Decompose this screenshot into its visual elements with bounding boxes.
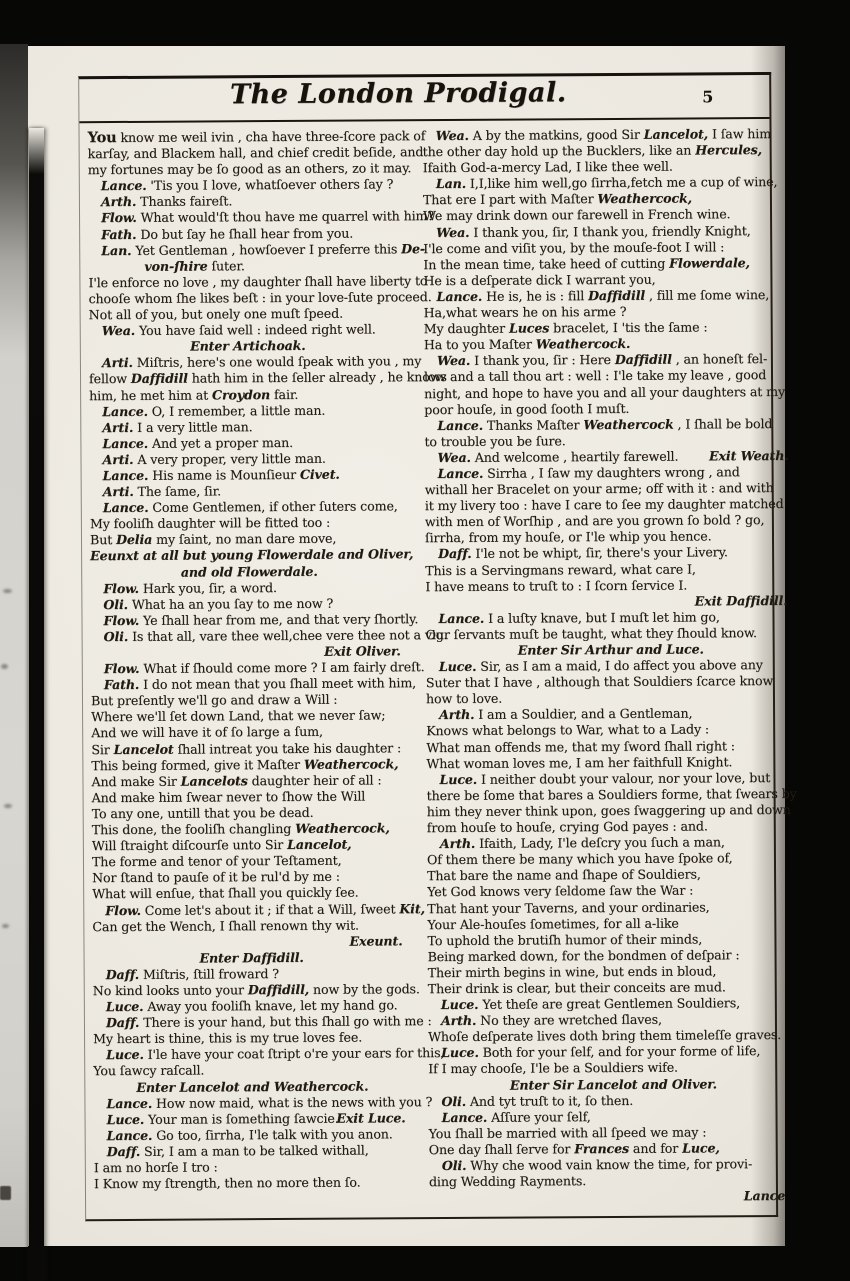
exit-direction: Exeunt. — [349, 932, 403, 949]
play-text-line: Daff. Sir, I am a man to be talked withall, — [106, 1142, 369, 1159]
play-text-line: Lance. And yet a proper man. — [102, 434, 294, 451]
play-text-line: Not all of you, but onely one muſt ſpeed. — [88, 305, 344, 323]
play-text-line: Luce. Yet theſe are great Gentlemen Souldiers, — [440, 995, 741, 1013]
stage-direction: Enter Sir Arthur and Luce. — [517, 641, 704, 658]
stage-direction: Enter Sir Lancelot and Oliver. — [509, 1075, 717, 1093]
facing-page-edge — [0, 44, 28, 1247]
play-text-line: Oli. What ha an you ſay to me now ? — [103, 595, 334, 612]
play-text-line: My heart is thine, this is my true loves fee. — [93, 1029, 363, 1047]
play-text-line: Ha,what wears he on his arme ? — [423, 303, 627, 321]
play-text-line: That ere I part with Maſter Weathercock, — [422, 190, 692, 208]
play-text-line: Fath. I do not mean that you ſhall meet with him, — [103, 675, 417, 693]
play-text-line: And make Sir Lancelots daughter heir of all : — [91, 772, 382, 789]
play-text-line: This is a Servingmans reward, what care I, — [425, 561, 696, 578]
page-sheet — [28, 44, 797, 1249]
exit-direction: Exit Luce. — [336, 1109, 406, 1126]
catchword: Lance — [743, 1188, 786, 1204]
play-text-line: No kind looks unto your Daffidill, now by the gods. — [92, 981, 420, 999]
play-text-line: I'le come and viſit you, by the mouſe-foot I will : — [423, 238, 725, 256]
play-text-line: Oli. Is that all, vare thee well,chee vere thee not a vig. — [103, 626, 448, 644]
play-text-line: Wea. A by the matkins, good Sir Lancelot, I ſaw him — [435, 126, 772, 144]
play-text-line: with men of Worſhip , and are you grown ſo bold ? go, — [424, 512, 765, 530]
exit-direction: Exit Weath. — [708, 447, 789, 464]
play-text-line: And make him ſwear never to ſhow the Will — [91, 788, 366, 806]
edge-smudge — [0, 1186, 11, 1200]
play-text-line: Daff. There is your hand, but this ſhall go with me : — [105, 1013, 432, 1031]
play-text-line: Arth. No they are wretched ſlaves, — [440, 1011, 662, 1029]
play-text-line: Arti. Miſtris, here's one would ſpeak with you , my — [101, 353, 422, 371]
play-text-line: Daff. I'le not be whipt, ſir, there's your Livery. — [438, 544, 728, 562]
play-text-line: Wea. And welcome , heartily farewell. Exit Weath. — [437, 447, 789, 465]
play-text-line: To any one, untill that you be dead. — [91, 804, 314, 822]
play-text-line: And we will have it of ſo large a ſum, — [91, 724, 323, 741]
play-text-line: Their mirth begins in wine, but ends in bloud, — [427, 963, 717, 980]
play-text-line: Of them there be many which you have ſpoke of, — [426, 850, 733, 868]
play-text-line: Wea. I thank you, ſir : Here Daffidill , an honeſt fel- — [436, 351, 768, 369]
stage-direction: Enter Artichoak. — [190, 338, 306, 354]
play-text-line: Flow. Hark you, ſir, a word. — [103, 579, 277, 596]
stage-direction: Eeunxt at all but young Flowerdale and Oliver, — [90, 546, 414, 564]
play-text-line: What will enſue, that ſhall you quickly ſee. — [92, 884, 359, 902]
left-column — [79, 121, 448, 1219]
play-text-line: the other day hold up the Bucklers, like an Hercules, — [422, 142, 762, 160]
text-frame — [78, 72, 797, 1221]
play-text-line: fellow Daffidill hath him in the ſeller already , he knows — [88, 369, 447, 387]
play-text-line: Lance. Come Gentlemen, if other ſuters come, — [102, 498, 398, 516]
play-text-line: Ifaith God-a-mercy Lad, I like thee well. — [422, 158, 673, 176]
play-text-line: Where we'll ſet down Land, that we never ſaw; — [91, 707, 386, 725]
play-text-line: Flow. What if ſhould come more ? I am fairly dreſt. — [103, 659, 425, 677]
page-title: The London Prodigal. — [229, 77, 567, 111]
play-text-line: Lance. Go too, ſirrha, I'le talk with you anon. — [106, 1126, 393, 1143]
play-text-line: That hant your Taverns, and your ordinaries, — [427, 898, 710, 916]
play-text-line: Yet God knows very ſeldome ſaw the War : — [427, 882, 694, 900]
play-text-line: withall her Bracelet on your arme; off with it : and with — [424, 480, 774, 498]
play-text-line: Lance. 'Tis you I love, whatſoever others ſay ? — [100, 176, 394, 194]
play-text-line: Arti. I a very little man. — [102, 418, 253, 435]
play-text-line: Lance. Sirrha , I ſaw my daughters wrong , and — [437, 464, 740, 482]
play-text-line: In the mean time, take heed of cutting Flowerdale, — [423, 254, 750, 272]
text-columns — [79, 119, 797, 1219]
edge-smudge — [1, 664, 8, 669]
play-text-line: This done, the fooliſh changling Weathercock, — [91, 820, 390, 838]
play-text-line: Arti. The ſame, ſir. — [102, 483, 222, 500]
play-text-line: Lance. I a luſty knave, but I muſt let him go, — [438, 609, 720, 626]
play-text-line: What woman loves me, I am her faithfull Knight. — [426, 753, 733, 771]
play-text-line: You ſawcy raſcall. — [93, 1062, 205, 1079]
play-text-line: chooſe whom ſhe likes beſt : in your love-ſute proceed. — [88, 289, 432, 307]
edge-smudge — [2, 924, 9, 928]
play-text-line: Oli. And tyt truſt to it, ſo then. — [441, 1092, 634, 1109]
play-text-line: Fath. Do but ſay he ſhall hear from you. — [101, 225, 354, 242]
play-text-line: karſay, and Blackem hall, and chief credit beſide, and — [87, 144, 424, 162]
play-text-line: You know me weil ivin , cha have three-ſcore pack of — [87, 128, 426, 147]
play-text-line: Luce. I neither doubt your valour, nor your love, but — [439, 769, 771, 787]
play-text-line: Their drink is clear, but their conceits are mud. — [427, 979, 726, 997]
play-text-line: low and a tall thou art : well : I'le take my leave , good — [423, 367, 767, 385]
play-text-line: Sir Lancelot ſhall intreat you take his daughter : — [91, 739, 402, 757]
play-text-line: Ha to you Maſter Weathercock. — [423, 336, 631, 353]
play-text-line: One day ſhall ſerve for Frances and for Luce, — [428, 1140, 720, 1158]
play-text-line: Knows what belongs to War, what to a Lady : — [426, 721, 710, 739]
play-text-line: Being marked down, for the bondmen of deſpair : — [427, 946, 740, 964]
page-number: 5 — [702, 87, 714, 107]
play-text-line: my fortunes may be ſo good as an others, zo it may. — [87, 160, 412, 178]
play-text-line: I Know my ſtrength, then no more then ſo. — [93, 1174, 361, 1192]
play-text-line: Arth. I am a Souldier, and a Gentleman, — [439, 705, 693, 723]
gutter-shadow — [29, 128, 44, 1281]
play-text-line: Lan. I,I,like him well,go ſirrha,fetch me a cup of wine, — [435, 174, 778, 192]
play-text-line: Suter that I have , although that Souldiers ſcarce know — [425, 673, 774, 691]
play-text-line: there be ſome that bares a Souldiers forme, that ſwears by — [426, 785, 797, 803]
play-text-line: Lan. Yet Gentleman , howſoever I preferre this De- — [101, 240, 426, 258]
play-text-line: Arti. A very proper, very little man. — [102, 450, 326, 467]
play-text-line: He is a deſperate dick I warrant you, — [423, 271, 656, 288]
edge-smudge — [3, 589, 12, 593]
play-text-line: Will ſtraight diſcourſe unto Sir Lancelot, — [91, 836, 352, 854]
edge-smudge — [4, 804, 12, 808]
paper-page — [28, 46, 797, 1246]
play-text-line: What man offends me, that my ſword ſhall right : — [426, 737, 735, 755]
play-text-line: ſirrha, from my houſe, or I'le whip you hence. — [424, 528, 712, 546]
play-text-line: My daughter Luces bracelet, I 'tis the ſame : — [423, 319, 708, 337]
play-text-line: That bare the name and ſhape of Souldiers, — [427, 866, 701, 884]
play-text-line: Luce. I'le have your coat ſtript o're your ears for this, — [106, 1045, 445, 1063]
play-text-line: Lance. How now maid, what is the news with you ? — [106, 1093, 433, 1111]
play-text-line: You ſhall be married with all ſpeed we may : — [428, 1124, 707, 1141]
play-text-line: Flow. Ye ſhall hear from me, and that very ſhortly. — [103, 610, 419, 628]
play-text-line: To uphold the brutiſh humor of their minds, — [427, 931, 703, 948]
play-text-line: ding Wedding Rayments. — [428, 1173, 587, 1190]
play-text-line: Can get the Wench, I ſhall renown thy wit. — [92, 917, 359, 934]
play-text-line: Oli. Why che wood vain know the time, for provi- — [441, 1156, 753, 1174]
play-text-line: poor houſe, in good ſooth I muſt. — [424, 400, 630, 417]
play-text-line: We may drink down our farewell in French wine. — [422, 206, 731, 224]
play-text-line: Whoſe deſperate lives doth bring them timeleſſe graves. — [428, 1027, 782, 1045]
play-text-line: Lance. Aſſure your ſelf, — [441, 1108, 591, 1125]
play-text-line: to trouble you be ſure. — [424, 433, 566, 449]
play-text-line: Lance. O, I remember, a little man. — [102, 402, 326, 419]
running-header — [79, 75, 769, 123]
exit-direction: Exit Daffidill. — [694, 592, 788, 609]
play-text-line: Our ſervants muſt be taught, what they ſhould know. — [425, 625, 757, 643]
play-text-line: Your Ale-houſes ſometimes, for all a-like — [427, 915, 679, 932]
play-text-line: Wea. You have ſaid well : indeed right well. — [101, 321, 376, 339]
play-text-line: him, he met him at Croydon fair. — [89, 386, 299, 403]
play-text-line: Luce. Away you fooliſh knave, let my hand go. — [105, 997, 398, 1015]
stage-direction: and old Flowerdale. — [180, 563, 318, 580]
play-text-line: I'le enforce no love , my daughter ſhall have liberty to — [88, 272, 428, 291]
play-text-line: But Delia my ſaint, no man dare move, — [89, 531, 337, 548]
play-text-line: This being formed, give it Maſter Weathercock, — [91, 755, 399, 773]
play-text-line: it my livery too : have I care to ſee my daughter matched — [424, 496, 784, 514]
play-text-line: My fooliſh daughter will be fitted too : — [89, 514, 331, 532]
play-text-line: Luce. Both for your ſelf, and for your forme of life, — [441, 1043, 761, 1061]
play-text-line: Lance. His name is Mounſieur Civet. — [102, 466, 340, 484]
stage-direction: Enter Daffidill. — [199, 949, 304, 966]
play-text-line: Arth. Ifaith, Lady, I'le deſcry you ſuch a man, — [439, 834, 725, 852]
play-text-line: how to love. — [425, 690, 503, 707]
play-text-line: Flow. What would'ſt thou have me quarrel with him? — [100, 208, 435, 226]
play-text-line: Daff. Miſtris, ſtill froward ? — [105, 965, 279, 982]
exit-direction: Exit Oliver. — [324, 643, 401, 659]
play-text-line: But preſently we'll go and draw a Will : — [90, 691, 338, 709]
right-column — [409, 119, 799, 1217]
play-text-line: I have means to truſt to : I ſcorn ſervice I. — [425, 577, 688, 594]
play-text-line: Nor ſtand to pauſe of it be rul'd by me : — [92, 868, 340, 886]
play-text-line: von-ſhire ſuter. — [144, 257, 245, 274]
play-text-line: Luce. Your man is ſomething ſawcie. Exit Luce. — [106, 1109, 406, 1127]
play-text-line: I am no horſe I tro : — [93, 1159, 218, 1176]
play-text-line: night, and hope to have you and all your daughters at my — [424, 383, 786, 401]
play-text-line: Wea. I thank you, ſir, I thank you, friendly Knight, — [436, 222, 751, 240]
play-text-line: Lance. He is, he is : fill Daffidill , fill me ſome wine, — [436, 286, 770, 304]
play-text-line: Lance. Thanks Maſter Weathercock , I ſhall be bold — [437, 415, 773, 433]
play-text-line: from houſe to houſe, crying God payes : and. — [426, 818, 708, 836]
play-text-line: Luce. Sir, as I am a maid, I do affect you above any — [438, 657, 763, 675]
play-text-line: If I may chooſe, I'le be a Souldiers wife. — [428, 1060, 678, 1077]
play-text-line: The forme and tenor of your Teſtament, — [91, 852, 342, 870]
play-text-line: him they never think upon, goes ſwaggering up and down — [426, 801, 791, 820]
play-text-line: Flow. Come let's about it ; if that a Will, ſweet Kit, — [105, 900, 425, 918]
play-text-line: Arth. Thanks faireſt. — [100, 193, 233, 210]
stage-direction: Enter Lancelot and Weathercock. — [136, 1078, 369, 1095]
